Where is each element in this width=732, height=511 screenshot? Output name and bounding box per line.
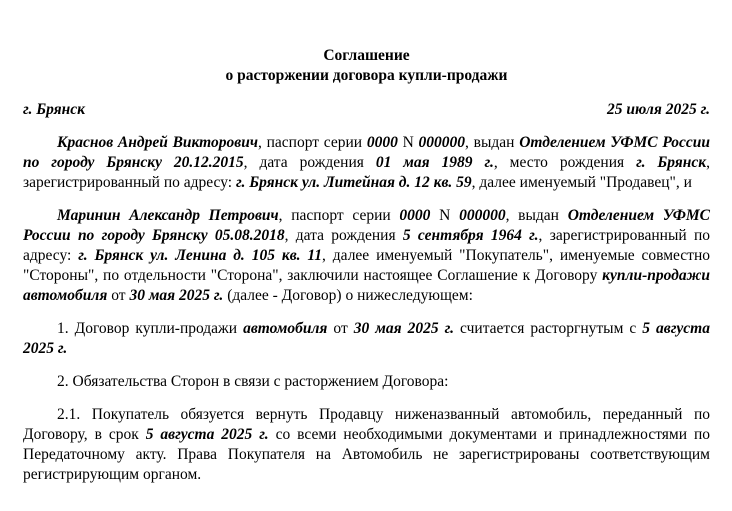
text-run: считается расторгнутым с (454, 320, 643, 337)
text-run: Отделением УФМС России по городу Брянску 05.08.2018 (23, 207, 710, 244)
paragraph-clause-1 (23, 319, 710, 359)
text-run: г. Брянск ул. Ленина д. 105 кв. 11 (78, 247, 323, 264)
text-run: Отделением УФМС России по городу Брянску 20.12.2015 (23, 134, 710, 171)
paragraph-party-seller (23, 133, 710, 193)
city-date-row (23, 100, 710, 120)
paragraph-clause-2 (23, 372, 710, 392)
text-run: купли-продажи автомобиля (23, 267, 710, 304)
text-run: Краснов Андрей Викторович (57, 134, 258, 151)
text-run: 000000 (418, 134, 466, 151)
text-run: 30 мая 2025 г. (353, 320, 455, 337)
text-run: 30 мая 2025 г. (129, 287, 224, 304)
text-run: 000000 (459, 207, 506, 224)
text-run: N (397, 134, 419, 151)
document-body (23, 133, 710, 485)
text-run: 5 сентября 1964 г. (402, 227, 539, 244)
text-run: 2.1. Покупатель обязуется вернуть Продавцу ниженазванный автомобиль, переданный по Договору, в срок (23, 406, 710, 443)
text-run: автомобиля (243, 320, 328, 337)
text-run: , дата рождения (284, 227, 403, 244)
document-title-line-2: о расторжении договора купли-продажи (225, 67, 508, 84)
text-run: , паспорт серии (278, 207, 400, 224)
text-run: г. Брянск (636, 154, 707, 171)
text-run: N (430, 207, 460, 224)
paragraph-clause-2-1 (23, 405, 710, 485)
text-run: от (327, 320, 354, 337)
text-run: (далее - Договор) о нижеследующем: (223, 287, 473, 304)
text-run: 01 мая 1989 г. (375, 154, 494, 171)
paragraph-party-buyer (23, 206, 710, 306)
text-run: , выдан (465, 134, 520, 151)
text-run: 0000 (399, 207, 431, 224)
text-run: 5 августа 2025 г. (23, 320, 710, 357)
text-run: 5 августа 2025 г. (145, 426, 269, 443)
document-title-line-1: Соглашение (323, 47, 410, 64)
date-label: 25 июля 2025 г. (606, 101, 710, 118)
text-run: 2. Обязательства Сторон в связи с расторжением Договора: (57, 373, 449, 390)
text-run: , выдан (505, 207, 568, 224)
city-label: г. Брянск (23, 101, 85, 118)
document-title (23, 46, 710, 86)
text-run: , дата рождения (243, 154, 376, 171)
text-run: , паспорт серии (257, 134, 367, 151)
text-run: от (107, 287, 130, 304)
text-run: , зарегистрированный по адресу: (23, 227, 710, 264)
text-run: Маринин Александр Петрович (57, 207, 279, 224)
text-run: , место рождения (493, 154, 637, 171)
text-run: , далее именуемый "Продавец", и (471, 174, 692, 191)
text-run: , зарегистрированный по адресу: (23, 154, 710, 191)
text-run: 1. Договор купли-продажи (57, 320, 244, 337)
text-run: , далее именуемый "Покупатель", именуемые совместно "Стороны", по отдельности "Сторона", заключили настоящее Соглашение к Договору (23, 247, 710, 284)
text-run: г. Брянск ул. Литейная д. 12 кв. 59 (235, 174, 472, 191)
text-run: 0000 (366, 134, 398, 151)
text-run: со всеми необходимыми документами и принадлежностями по Передаточному акту. Права Покупателя на Автомобиль не зарегистрированы соответствующим регистрирующим органом. (23, 426, 710, 483)
